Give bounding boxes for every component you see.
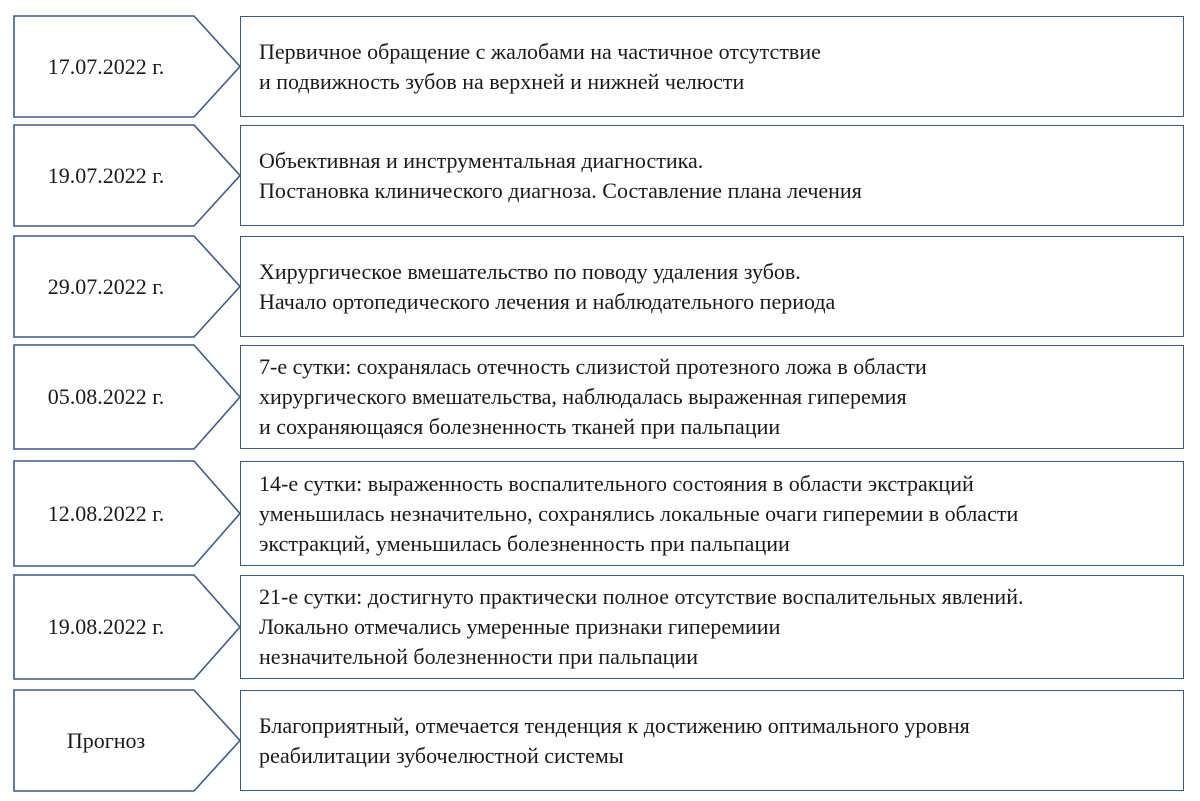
event-text: Объективная и инструментальная диагностика. Постановка клинического диагноза. Составление плана лечения [259,147,862,203]
timeline-row [0,575,1200,679]
date-label: 19.07.2022 г. [47,162,165,188]
event-box [240,345,1184,449]
date-label: 29.07.2022 г. [47,273,165,299]
prognosis-box [240,690,1184,791]
event-box [240,575,1184,679]
date-label: 12.08.2022 г. [47,500,165,526]
event-box [240,125,1184,226]
event-box [240,16,1184,117]
prognosis-label: Прогноз [66,727,146,753]
timeline-row [0,461,1200,566]
event-text: Хирургическое вмешательство по поводу удаления зубов. Начало ортопедического лечения и наблюдательного периода [259,258,836,314]
event-box [240,461,1184,566]
event-box [240,236,1184,337]
timeline-row [0,125,1200,226]
timeline-row [0,690,1200,791]
prognosis-text: Благоприятный, отмечается тенденция к достижению оптимального уровня реабилитации зубочелюстной системы [259,712,970,768]
timeline-row [0,345,1200,449]
date-label: 17.07.2022 г. [47,53,165,79]
event-text: 21-е сутки: достигнуто практически полное отсутствие воспалительных явлений. Локально отмечались умеренные признаки гиперемиии незначительной болезненности при пальпации [259,584,1024,669]
event-text: 14-е сутки: выраженность воспалительного состояния в области экстракций уменьшилась незначительно, сохранялись локальные очаги гиперемии в области экстракций, уменьшилась болезненность при пальпации [259,470,1019,556]
date-label: 05.08.2022 г. [47,384,165,409]
timeline-row [0,16,1200,117]
date-label: 19.08.2022 г. [47,614,165,639]
timeline-row [0,236,1200,337]
event-text: 7-е сутки: сохранялась отечность слизистой протезного ложа в области хирургического вмешательства, наблюдалась выраженная гиперемия и сохраняющаяся болезненность тканей при пальпации [259,354,927,439]
event-text: Первичное обращение с жалобами на частичное отсутствие и подвижность зубов на верхней и нижней челюсти [259,38,821,94]
